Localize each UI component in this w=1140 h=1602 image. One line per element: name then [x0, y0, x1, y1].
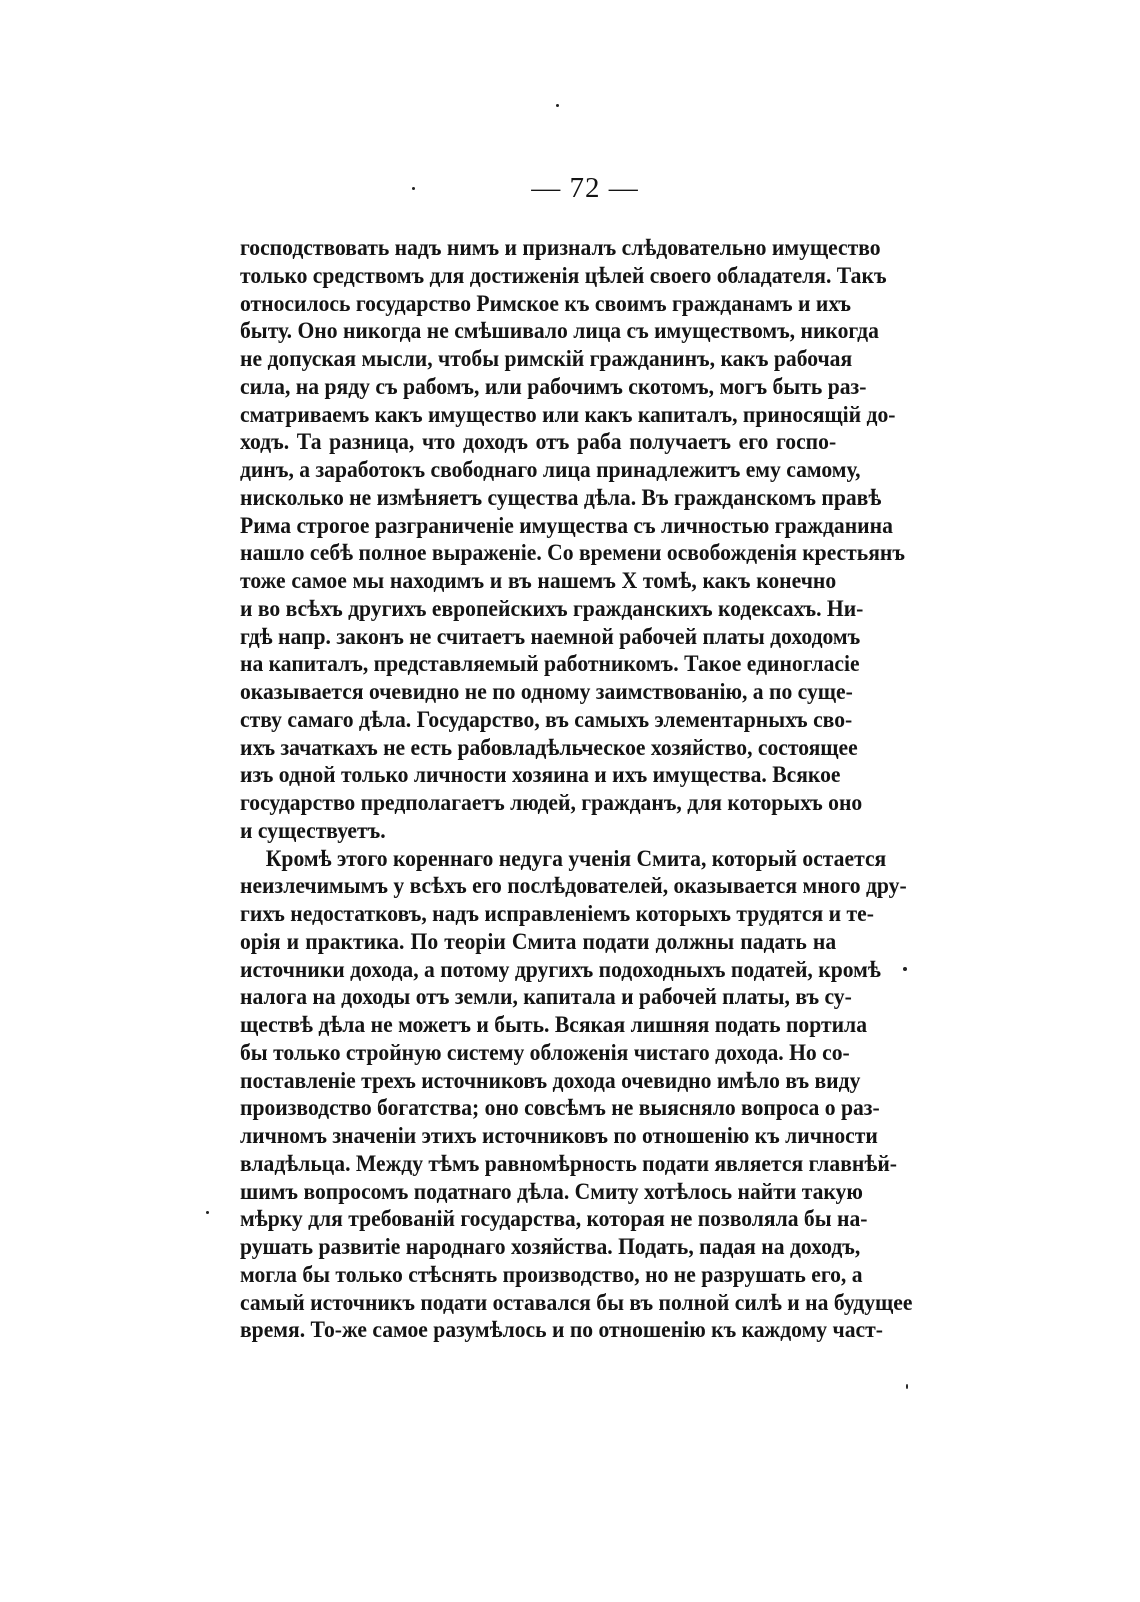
body-text: [240, 235, 913, 1345]
text-line: быту. Оно никогда не смѣшивало лица съ имуществомъ, никогда: [240, 318, 879, 345]
paragraph-start-line: Кромѣ этого кореннаго недуга ученія Смита, который остается: [265, 845, 887, 872]
text-line: на капиталъ, представляемый работникомъ. Такое единогласіе: [240, 651, 860, 678]
text-line: тоже самое мы находимъ и въ нашемъ X томѣ, какъ конечно: [240, 568, 837, 594]
text-line: только средствомъ для достиженія цѣлей своего обладателя. Такъ: [240, 262, 887, 289]
scan-speck: [556, 104, 559, 107]
scan-speck: [903, 967, 907, 971]
scan-speck: [412, 187, 415, 190]
text-line: бы только стройную систему обложенія чистаго дохода. Но со-: [240, 1039, 850, 1066]
text-line: оказывается очевидно не по одному заимствованію, а по суще-: [240, 679, 853, 705]
text-line: не допуская мысли, чтобы римскій гражданинъ, какъ рабочая: [240, 346, 853, 372]
text-line: сматриваемъ какъ имущество или какъ капиталъ, приносящій до-: [240, 401, 896, 428]
text-line: ихъ зачаткахъ не есть рабовладѣльческое хозяйство, состоящее: [240, 734, 858, 761]
text-line: нисколько не измѣняетъ существа дѣла. Въ гражданскомъ правѣ: [240, 484, 882, 511]
text-line: нашло себѣ полное выраженіе. Со времени освобожденія крестьянъ: [240, 540, 905, 567]
text-line: орія и практика. По теоріи Смита подати должны падать на: [240, 928, 837, 955]
text-line: Рима строгое разграниченіе имущества съ личностью гражданина: [240, 512, 893, 539]
scan-speck: [206, 1211, 209, 1214]
text-line: рушать развитіе народнаго хозяйства. Подать, падая на доходъ,: [240, 1234, 861, 1260]
text-line: ществѣ дѣла не можетъ и быть. Всякая лишняя подать портила: [240, 1012, 868, 1038]
text-line: шимъ вопросомъ податнаго дѣла. Смиту хотѣлось найти такую: [240, 1178, 863, 1205]
text-line: владѣльца. Между тѣмъ равномѣрность подати является главнѣй-: [240, 1150, 897, 1177]
text-line: ходъ. Та разница, что доходъ отъ раба получаетъ его госпо-: [240, 429, 837, 456]
text-line: государство предполагаетъ людей, гражданъ, для которыхъ оно: [240, 790, 863, 816]
text-line: поставленіе трехъ источниковъ дохода очевидно имѣло въ виду: [240, 1067, 861, 1094]
scan-speck: [906, 1384, 908, 1389]
text-line: и во всѣхъ другихъ европейскихъ гражданскихъ кодексахъ. Ни-: [240, 595, 864, 622]
text-line: личномъ значеніи этихъ источниковъ по отношенію къ личности: [240, 1123, 878, 1149]
text-line: могла бы только стѣснять производство, но не разрушать его, а: [240, 1261, 863, 1288]
text-line: ству самаго дѣла. Государство, въ самыхъ элементарныхъ сво-: [240, 706, 853, 733]
text-line: гихъ недостатковъ, надъ исправленіемъ которыхъ трудятся и те-: [240, 901, 874, 927]
text-line: сила, на ряду съ рабомъ, или рабочимъ скотомъ, могъ быть раз-: [240, 373, 867, 400]
text-line: динъ, а заработокъ свободнаго лица принадлежитъ ему самому,: [240, 457, 861, 483]
text-line: производство богатства; оно совсѣмъ не выясняло вопроса о раз-: [240, 1095, 880, 1122]
text-line: неизлечимымъ у всѣхъ его послѣдователей, оказывается много дру-: [240, 873, 907, 900]
text-line: гдѣ напр. законъ не считаетъ наемной рабочей платы доходомъ: [240, 623, 861, 650]
text-line: относилось государство Римское къ своимъ гражданамъ и ихъ: [240, 290, 851, 317]
text-line: налога на доходы отъ земли, капитала и рабочей платы, въ су-: [240, 984, 852, 1011]
text-line: самый источникъ подати оставался бы въ полной силѣ и на будущее: [240, 1289, 913, 1316]
page-number: — 72 —: [531, 172, 639, 204]
text-line: мѣрку для требованій государства, которая не позволяла бы на-: [240, 1206, 868, 1233]
paragraph-end-line: и существуетъ.: [240, 817, 386, 844]
text-line: время. То-же самое разумѣлось и по отношенію къ каждому част-: [240, 1317, 883, 1344]
text-line: источники дохода, а потому другихъ подоходныхъ податей, кромѣ: [240, 956, 881, 983]
text-line: изъ одной только личности хозяина и ихъ имущества. Всякое: [240, 762, 841, 789]
text-line: господствовать надъ нимъ и призналъ слѣдовательно имущество: [240, 235, 881, 261]
